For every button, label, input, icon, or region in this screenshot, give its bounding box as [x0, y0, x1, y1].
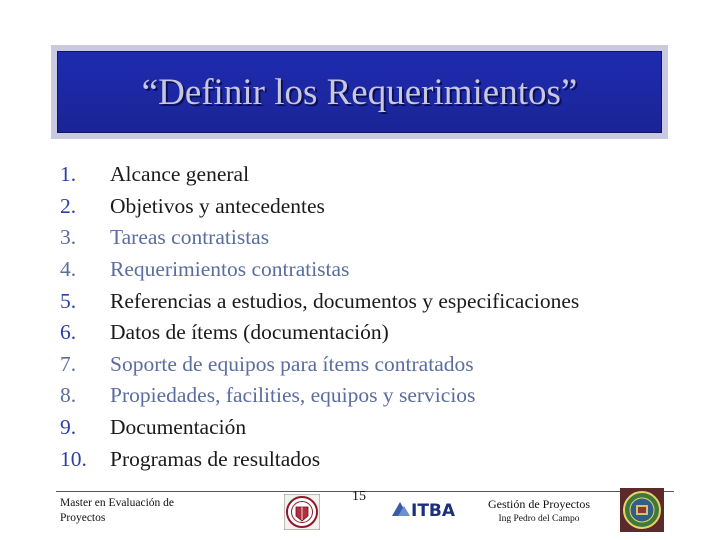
item-number: 1.	[60, 162, 77, 187]
item-number: 10.	[60, 446, 87, 471]
item-number: 8.	[60, 383, 77, 408]
list-item	[60, 285, 700, 317]
list-item	[60, 159, 700, 191]
footer-author: Ing Pedro del Campo	[498, 514, 580, 524]
item-text: Propiedades, facilities, equipos y servicios	[110, 383, 476, 408]
item-number: 3.	[60, 225, 77, 250]
page-number: 15	[352, 489, 366, 504]
item-number: 7.	[60, 351, 77, 376]
item-text: Tareas contratistas	[110, 225, 270, 250]
footer-program: Master en Evaluación de Proyectos	[60, 497, 174, 524]
item-number: 5.	[60, 288, 77, 313]
itba-logo-icon	[390, 496, 468, 520]
institution-crest-icon	[620, 488, 664, 532]
item-number: 2.	[60, 193, 77, 218]
title-banner-inner	[57, 51, 662, 133]
item-text: Datos de ítems (documentación)	[110, 320, 389, 345]
item-text: Referencias a estudios, documentos y especificaciones	[110, 288, 580, 313]
university-seal-icon	[284, 494, 320, 530]
item-text: Soporte de equipos para ítems contratados	[110, 351, 474, 376]
list-item	[60, 443, 700, 475]
item-text: Alcance general	[110, 162, 250, 187]
footer-course: Gestión de Proyectos	[488, 497, 590, 511]
list-item	[60, 380, 700, 412]
itba-logo-text: ITBA	[411, 501, 456, 520]
item-text: Requerimientos contratistas	[110, 257, 350, 282]
list-item	[60, 317, 700, 349]
item-number: 6.	[60, 320, 77, 345]
list-item	[60, 222, 700, 254]
title-banner	[51, 45, 668, 139]
list-item	[60, 349, 700, 381]
slide-title: “Definir los Requerimientos”	[141, 71, 578, 113]
requirements-list	[60, 159, 700, 475]
list-item	[60, 191, 700, 223]
footer-course-info	[484, 497, 594, 527]
item-text: Programas de resultados	[110, 446, 321, 471]
item-text: Documentación	[110, 415, 247, 440]
list-item	[60, 412, 700, 444]
list-item	[60, 254, 700, 286]
item-number: 4.	[60, 257, 77, 282]
item-text: Objetivos y antecedentes	[110, 193, 325, 218]
item-number: 9.	[60, 415, 77, 440]
